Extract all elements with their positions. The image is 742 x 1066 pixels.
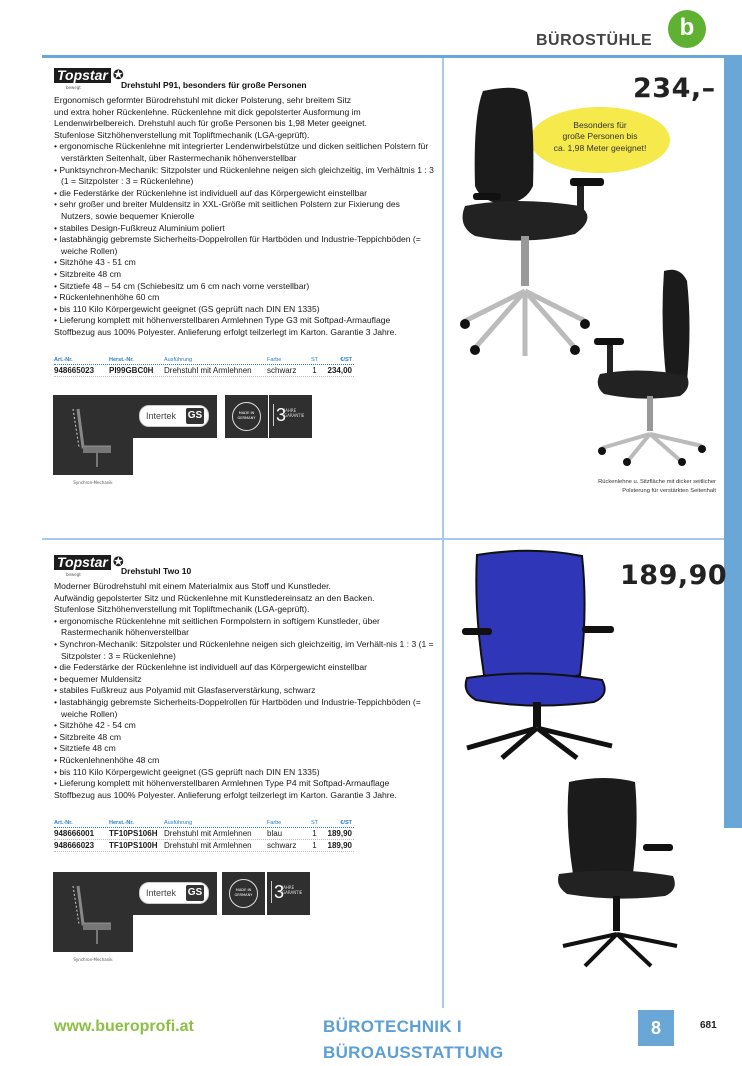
- feature-item: • Rückenlehnenhöhe 48 cm: [54, 755, 434, 767]
- feature-item: • Sitzbreite 48 cm: [54, 732, 434, 744]
- product-divider: [42, 538, 724, 540]
- brand-logo: [54, 68, 124, 83]
- description-intro: Moderner Bürodrehstuhl mit einem Materialmix aus Stoff und Kunstleder. Aufwändig gepolsterter Sitz und Rückenlehne mit Kunstledereinsatz an den Backen. Stufenlose Sitzhöhenverstellung mit Topliftmechanik (LGA-geprüft).: [54, 581, 375, 615]
- description-outro: Stoffbezug aus 100% Polyester. Anlieferung erfolgt teilzerlegt im Karton. Garantie 3 Jahre.: [54, 326, 397, 337]
- highlight-bubble: Besonders für große Personen bis ca. 1,98 Meter geeignet!: [530, 107, 670, 173]
- image-caption: Rückenlehne u. Sitzfläche mit dicker seitlicher Polsterung für verstärkten Seitenhalt: [598, 479, 716, 494]
- description-outro: Stoffbezug aus 100% Polyester. Anlieferung erfolgt teilzerlegt im Karton. Garantie 3 Jahre.: [54, 789, 397, 800]
- product-title: Drehstuhl P91, besonders für große Personen: [121, 80, 307, 90]
- feature-item: • Rückenlehnenhöhe 60 cm: [54, 292, 434, 304]
- feature-item: • Lieferung komplett mit höhenverstellbaren Armlehnen Type P4 mit Softpad-Armauflage: [54, 778, 434, 790]
- feature-item: • stabiles Design-Fußkreuz Aluminium poliert: [54, 223, 434, 235]
- feature-item: • ergonomische Rückenlehne mit integrierter Lendenwirbelstütze und dicken seitlichen Polstern für verstärkten Seitenhalt, über Rastermechanik höhenverstellbar: [54, 141, 434, 164]
- feature-item: • Sitzhöhe 42 - 54 cm: [54, 720, 434, 732]
- synchron-mechanism-image: [53, 872, 133, 962]
- feature-item: • Sitztiefe 48 cm: [54, 743, 434, 755]
- synchron-mechanism-image: [53, 395, 133, 485]
- brand-wordmark: Topstar: [54, 555, 111, 570]
- feature-item: • lastabhängig gebremste Sicherheits-Doppelrollen für Hartböden und Industrie-Teppichböden (= weiche Rollen): [54, 234, 434, 257]
- gs-label: GS: [186, 408, 204, 424]
- order-table: [54, 357, 354, 377]
- made-in-germany-seal: MADE IN GERMANY: [225, 395, 268, 438]
- product-image-front: [462, 550, 622, 760]
- brand-logo: [54, 555, 124, 570]
- feature-item: • Punktsynchron-Mechanik: Sitzpolster und Rückenlehne neigen sich gleichzeitig, im Verhältnis 1 : 3 (1 = Sitzpolster : 3 = Rückenlehne): [54, 165, 434, 188]
- product-image-black: [555, 774, 685, 974]
- brand-star-icon: ✪: [112, 68, 124, 83]
- column-divider: [442, 58, 444, 1008]
- feature-item: • Sitzhöhe 43 - 51 cm: [54, 257, 434, 269]
- synchron-mechanism-icon: [53, 395, 133, 475]
- feature-item: • bequemer Muldensitz: [54, 674, 434, 686]
- footer-section-number: 8: [638, 1010, 674, 1046]
- section-tab: [724, 58, 742, 828]
- synchron-caption: Synchron-Mechanik: [73, 480, 113, 485]
- intertek-label: Intertek: [146, 411, 177, 421]
- table-row: 948666001 TF10PS106H Drehstuhl mit Armlehnen blau 1 189,90: [54, 829, 352, 838]
- brand-wordmark: Topstar: [54, 68, 111, 83]
- made-in-germany-seal: MADE IN GERMANY: [222, 872, 265, 915]
- section-badge: b: [668, 10, 706, 48]
- table-row: 948666023 TF10PS100H Drehstuhl mit Armlehnen schwarz 1 189,90: [54, 841, 352, 850]
- section-title: BÜROSTÜHLE: [536, 32, 653, 49]
- feature-item: • Lieferung komplett mit höhenverstellbaren Armlehnen Type G3 mit Softpad-Armauflage: [54, 315, 434, 327]
- product-image-side: [592, 266, 717, 466]
- footer-url: www.bueroprofi.at: [54, 1018, 194, 1035]
- synchron-caption: Synchron-Mechanik: [73, 957, 113, 962]
- description-intro: Ergonomisch geformter Bürodrehstuhl mit dicker Polsterung, sehr breitem Sitz und extra hoher Rückenlehne. Rückenlehne mit dick gepolsterter Ausformung im Lendenwirbelbereich. Drehstuhl auch für große Personen bis 1,98 Meter geeignet. Stufenlose Sitzhöhenverstellung mit Topliftmechanik (LGA-geprüft).: [54, 95, 367, 140]
- feature-list: [54, 141, 434, 327]
- feature-item: • Sitztiefe 48 – 54 cm (Schiebesitz um 6 cm nach vorne verstellbar): [54, 281, 434, 293]
- guarantee-seal: 3 JAHRE GARANTIE: [269, 395, 312, 438]
- price-tag: 189,90: [620, 560, 728, 591]
- order-table: [54, 820, 354, 852]
- brand-tagline: bewegt: [66, 572, 81, 577]
- table-row: 948665023 PI99GBC0H Drehstuhl mit Armlehnen schwarz 1 234,00: [54, 366, 352, 375]
- page-number: 681: [700, 1020, 717, 1031]
- feature-item: • sehr großer und breiter Muldensitz in XXL-Größe mit seitlichen Polstern zur Fixierung des Nutzers, sowie bequemer Knierolle: [54, 199, 434, 222]
- product-title: Drehstuhl Two 10: [121, 566, 192, 576]
- intertek-gs-seal: [133, 395, 217, 438]
- feature-item: • die Federstärke der Rückenlehne ist individuell auf das Körpergewicht einstellbar: [54, 662, 434, 674]
- synchron-mechanism-icon: [53, 872, 133, 952]
- feature-item: • lastabhängig gebremste Sicherheits-Doppelrollen für Hartböden und Industrie-Teppichböden (= weiche Rollen): [54, 697, 434, 720]
- price-tag: 234,–: [633, 73, 716, 104]
- feature-list: [54, 616, 434, 790]
- feature-item: • Sitzbreite 48 cm: [54, 269, 434, 281]
- feature-item: • bis 110 Kilo Körpergewicht geeignet (GS geprüft nach DIN EN 1335): [54, 767, 434, 779]
- feature-item: • Synchron-Mechanik: Sitzpolster und Rückenlehne neigen sich gleichzeitig, im Verhält-nis 1 : 3 (1 = Sitzpolster : 3 = Rückenlehne): [54, 639, 434, 662]
- brand-star-icon: ✪: [112, 555, 124, 570]
- intertek-label: Intertek: [146, 888, 177, 898]
- brand-tagline: bewegt: [66, 85, 81, 90]
- feature-item: • ergonomische Rückenlehne mit seitlichen Formpolstern in softigem Kunstleder, über Rastermechanik höhenverstellbar: [54, 616, 434, 639]
- footer-section-title: BÜROTECHNIK I BÜROAUSSTATTUNG: [323, 1017, 504, 1062]
- product-image-front: [455, 86, 615, 356]
- table-header: Art.-Nr. Herst.-Nr. Ausführung Farbe ST €/ST: [54, 820, 352, 826]
- product-description: [54, 95, 434, 338]
- product-description: [54, 581, 434, 801]
- feature-item: • stabiles Fußkreuz aus Polyamid mit Glasfaserverstärkung, schwarz: [54, 685, 434, 697]
- intertek-gs-seal: [133, 872, 217, 915]
- feature-item: • bis 110 Kilo Körpergewicht geeignet (GS geprüft nach DIN EN 1335): [54, 304, 434, 316]
- table-header: Art.-Nr. Herst.-Nr. Ausführung Farbe ST €/ST: [54, 357, 352, 363]
- guarantee-seal: 3 JAHRE GARANTIE: [267, 872, 310, 915]
- header-rule: [42, 55, 742, 58]
- feature-item: • die Federstärke der Rückenlehne ist individuell auf das Körpergewicht einstellbar: [54, 188, 434, 200]
- gs-label: GS: [186, 885, 204, 901]
